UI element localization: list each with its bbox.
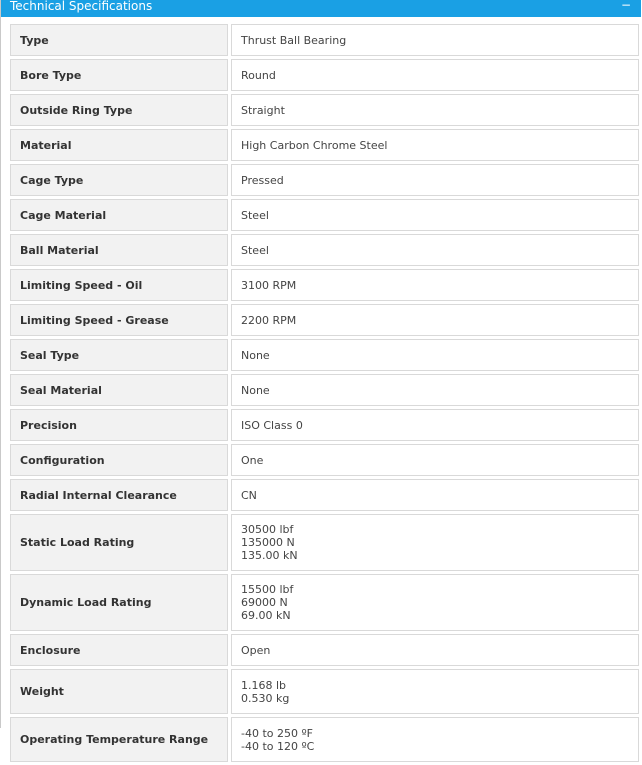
spec-row (10, 164, 639, 196)
spec-value (231, 409, 639, 441)
spec-row (10, 339, 639, 371)
spec-row (10, 374, 639, 406)
spec-table (7, 21, 642, 765)
spec-value (231, 669, 639, 714)
spec-value (231, 129, 639, 161)
spec-label: Limiting Speed - Oil (10, 269, 228, 301)
panel-header[interactable] (1, 0, 641, 17)
spec-value-line: 15500 lbf (241, 583, 294, 596)
spec-row (10, 574, 639, 631)
spec-value-line: Pressed (241, 173, 284, 187)
collapse-icon[interactable]: − (620, 0, 631, 12)
spec-value-line: 3100 RPM (241, 278, 297, 292)
spec-row (10, 634, 639, 666)
spec-row (10, 59, 639, 91)
spec-label: Dynamic Load Rating (10, 574, 228, 631)
spec-value (231, 339, 639, 371)
spec-value-line: 30500 lbf (241, 523, 294, 536)
spec-row (10, 269, 639, 301)
spec-label: Seal Type (10, 339, 228, 371)
spec-label: Material (10, 129, 228, 161)
spec-row (10, 409, 639, 441)
spec-value-line: None (241, 348, 270, 362)
spec-value-line: None (241, 383, 270, 397)
spec-row (10, 479, 639, 511)
spec-value-line: 69000 N (241, 596, 288, 609)
spec-table-body (10, 24, 639, 762)
spec-value (231, 514, 639, 571)
spec-value (231, 199, 639, 231)
spec-row (10, 444, 639, 476)
spec-value (231, 164, 639, 196)
spec-value (231, 59, 639, 91)
spec-label: Bore Type (10, 59, 228, 91)
spec-value (231, 269, 639, 301)
spec-value-line: Thrust Ball Bearing (241, 33, 347, 47)
spec-value (231, 479, 639, 511)
spec-value-line: Steel (241, 243, 269, 257)
spec-value-line: 1.168 lb (241, 678, 287, 692)
spec-value-line: High Carbon Chrome Steel (241, 138, 388, 152)
spec-value-line: 69.00 kN (241, 609, 291, 622)
spec-row (10, 669, 639, 714)
spec-row (10, 129, 639, 161)
spec-value-line: One (241, 453, 264, 467)
spec-value (231, 234, 639, 266)
panel-title: Technical Specifications (10, 0, 153, 13)
spec-value-line: Straight (241, 103, 285, 117)
spec-label: Outside Ring Type (10, 94, 228, 126)
spec-value (231, 94, 639, 126)
spec-label: Configuration (10, 444, 228, 476)
spec-label: Cage Material (10, 199, 228, 231)
spec-value-line: 135.00 kN (241, 549, 298, 562)
spec-value-line: Round (241, 68, 276, 82)
spec-value-line: CN (241, 488, 257, 502)
spec-row (10, 234, 639, 266)
spec-value-line: -40 to 120 ºC (241, 739, 315, 753)
spec-value-line: 0.530 kg (241, 691, 290, 705)
spec-label: Static Load Rating (10, 514, 228, 571)
spec-row (10, 717, 639, 762)
spec-value-line: 135000 N (241, 536, 295, 549)
spec-value (231, 24, 639, 56)
spec-label: Operating Temperature Range (10, 717, 228, 762)
spec-value-line: ISO Class 0 (241, 418, 303, 432)
spec-value (231, 634, 639, 666)
spec-label: Type (10, 24, 228, 56)
spec-row (10, 304, 639, 336)
spec-label: Weight (10, 669, 228, 714)
spec-value-line: Open (241, 643, 271, 657)
spec-value (231, 374, 639, 406)
spec-label: Ball Material (10, 234, 228, 266)
spec-row (10, 94, 639, 126)
spec-label: Precision (10, 409, 228, 441)
spec-value-line: Steel (241, 208, 269, 222)
spec-label: Radial Internal Clearance (10, 479, 228, 511)
spec-value-line: -40 to 250 ºF (241, 726, 314, 740)
spec-label: Seal Material (10, 374, 228, 406)
spec-value (231, 574, 639, 631)
spec-label: Cage Type (10, 164, 228, 196)
spec-value (231, 444, 639, 476)
spec-row (10, 514, 639, 571)
spec-row (10, 199, 639, 231)
spec-row (10, 24, 639, 56)
spec-label: Enclosure (10, 634, 228, 666)
spec-value-line: 2200 RPM (241, 313, 297, 327)
spec-value (231, 717, 639, 762)
spec-label: Limiting Speed - Grease (10, 304, 228, 336)
spec-value (231, 304, 639, 336)
